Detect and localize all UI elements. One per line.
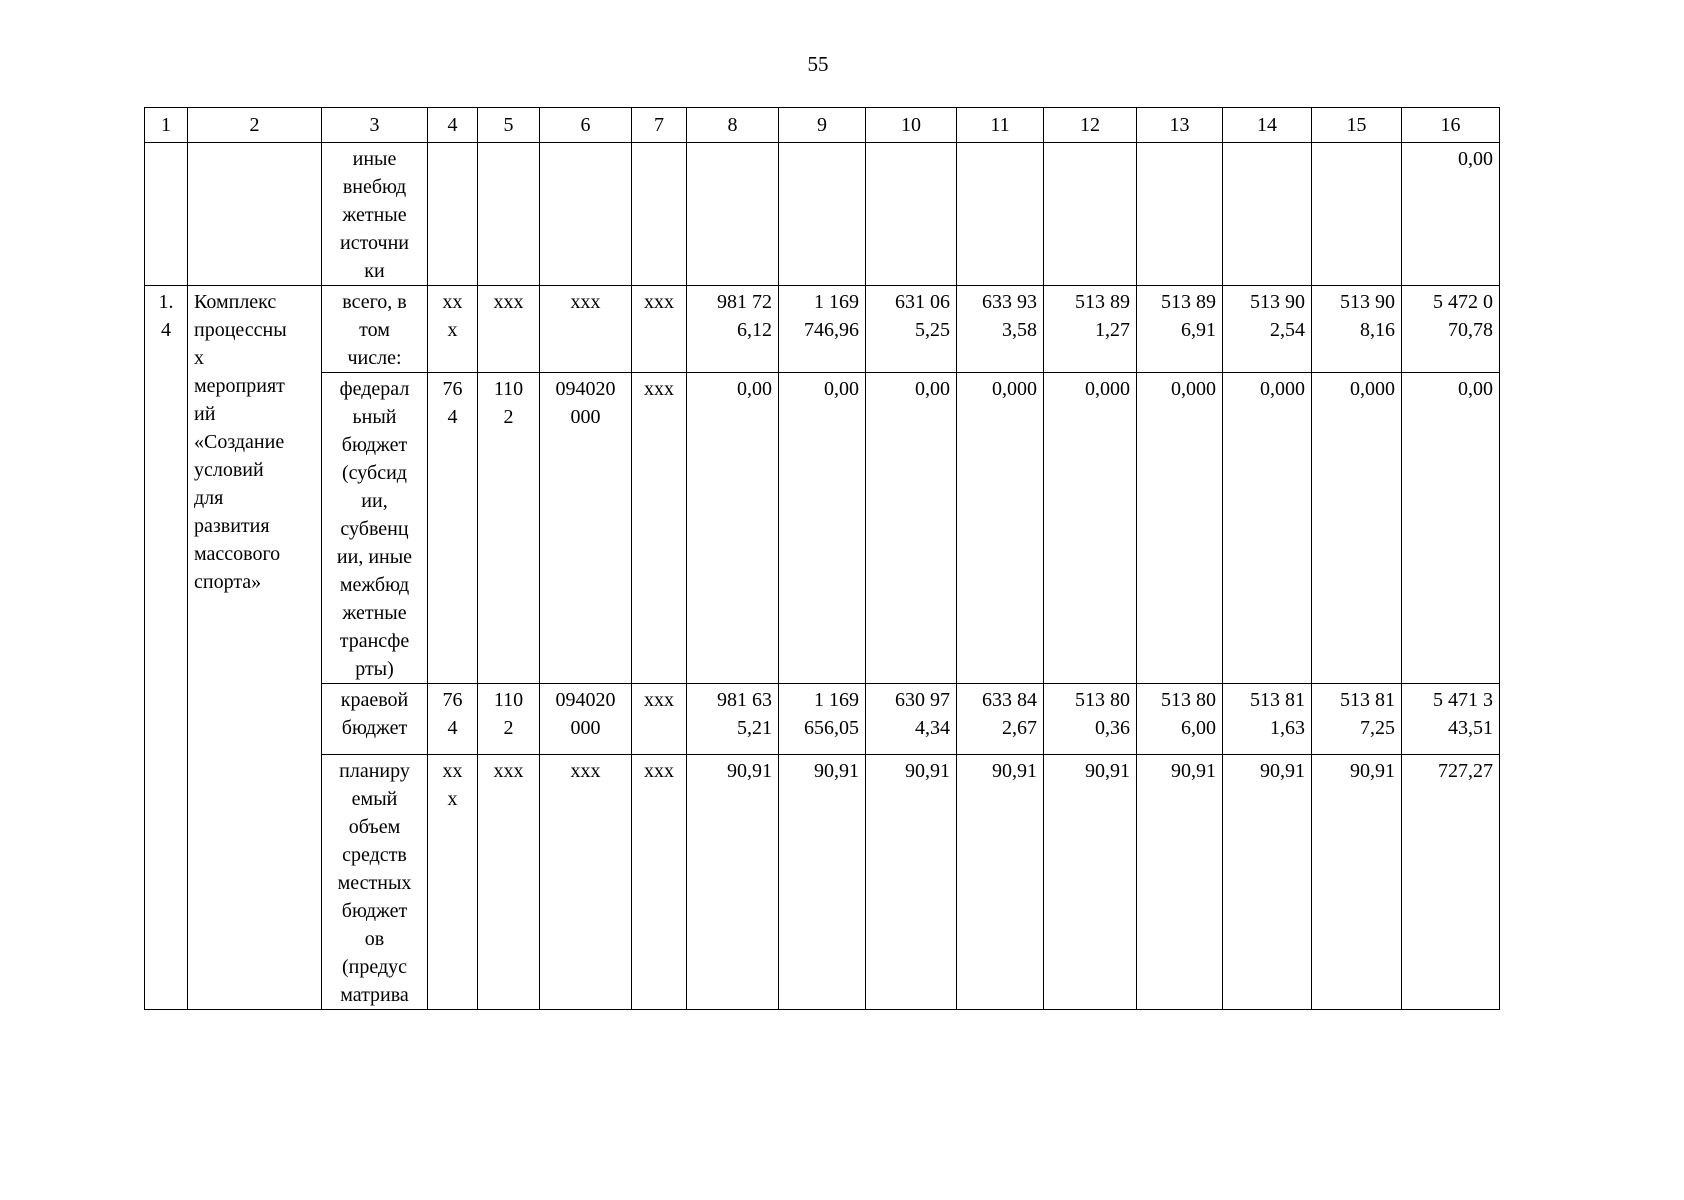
value-cell: 0,00 bbox=[779, 373, 866, 684]
code-cell: 094020 000 bbox=[540, 684, 632, 755]
column-number-header: 3 bbox=[322, 108, 428, 143]
column-number-header: 12 bbox=[1044, 108, 1137, 143]
value-cell: 513 90 2,54 bbox=[1223, 286, 1312, 373]
value-cell: 1 169 656,05 bbox=[779, 684, 866, 755]
table-cell bbox=[687, 143, 779, 286]
table-cell bbox=[866, 143, 957, 286]
value-cell: 90,91 bbox=[1044, 755, 1137, 1010]
table-row-other-sources bbox=[145, 143, 1500, 286]
value-cell: 0,000 bbox=[1223, 373, 1312, 684]
table-cell bbox=[428, 143, 478, 286]
value-cell: 90,91 bbox=[957, 755, 1044, 1010]
value-cell: 633 93 3,58 bbox=[957, 286, 1044, 373]
code-cell: ххх bbox=[540, 755, 632, 1010]
table-cell bbox=[1044, 143, 1137, 286]
total-value-cell: 5 472 0 70,78 bbox=[1402, 286, 1500, 373]
code-cell: 110 2 bbox=[478, 373, 540, 684]
code-cell: 110 2 bbox=[478, 684, 540, 755]
table-row-regional bbox=[145, 684, 1500, 755]
value-cell: 90,91 bbox=[866, 755, 957, 1010]
table-cell bbox=[1312, 143, 1402, 286]
column-number-header: 13 bbox=[1137, 108, 1223, 143]
table-cell bbox=[188, 143, 322, 286]
code-cell: ххх bbox=[540, 286, 632, 373]
code-cell: ххх bbox=[478, 286, 540, 373]
column-number-header: 5 bbox=[478, 108, 540, 143]
table-cell bbox=[1223, 143, 1312, 286]
budget-table bbox=[144, 107, 1500, 1010]
code-cell: ххх bbox=[632, 373, 687, 684]
total-value-cell: 0,00 bbox=[1402, 143, 1500, 286]
table-row-federal bbox=[145, 373, 1500, 684]
value-cell: 1 169 746,96 bbox=[779, 286, 866, 373]
funding-source-cell: краевой бюджет bbox=[322, 684, 428, 755]
funding-source-cell: иные внебюд жетные источни ки bbox=[322, 143, 428, 286]
column-number-header: 8 bbox=[687, 108, 779, 143]
value-cell: 90,91 bbox=[779, 755, 866, 1010]
value-cell: 0,000 bbox=[1044, 373, 1137, 684]
value-cell: 633 84 2,67 bbox=[957, 684, 1044, 755]
value-cell: 90,91 bbox=[1223, 755, 1312, 1010]
table-cell bbox=[540, 143, 632, 286]
table-cell bbox=[957, 143, 1044, 286]
item-number-cell: 1. 4 bbox=[145, 286, 188, 1010]
code-cell: хх х bbox=[428, 755, 478, 1010]
value-cell: 631 06 5,25 bbox=[866, 286, 957, 373]
value-cell: 513 90 8,16 bbox=[1312, 286, 1402, 373]
value-cell: 0,000 bbox=[957, 373, 1044, 684]
code-cell: 76 4 bbox=[428, 373, 478, 684]
table-row-local bbox=[145, 755, 1500, 1010]
column-number-header: 1 bbox=[145, 108, 188, 143]
value-cell: 0,00 bbox=[866, 373, 957, 684]
column-number-header: 11 bbox=[957, 108, 1044, 143]
code-cell: ххх bbox=[478, 755, 540, 1010]
value-cell: 90,91 bbox=[1312, 755, 1402, 1010]
column-number-header: 10 bbox=[866, 108, 957, 143]
value-cell: 90,91 bbox=[1137, 755, 1223, 1010]
value-cell: 513 89 1,27 bbox=[1044, 286, 1137, 373]
column-number-header-row bbox=[145, 108, 1500, 143]
value-cell: 513 81 1,63 bbox=[1223, 684, 1312, 755]
code-cell: 094020 000 bbox=[540, 373, 632, 684]
value-cell: 513 80 6,00 bbox=[1137, 684, 1223, 755]
value-cell: 0,00 bbox=[687, 373, 779, 684]
code-cell: хх х bbox=[428, 286, 478, 373]
column-number-header: 7 bbox=[632, 108, 687, 143]
column-number-header: 4 bbox=[428, 108, 478, 143]
code-cell: ххх bbox=[632, 286, 687, 373]
value-cell: 513 80 0,36 bbox=[1044, 684, 1137, 755]
value-cell: 513 89 6,91 bbox=[1137, 286, 1223, 373]
value-cell: 630 97 4,34 bbox=[866, 684, 957, 755]
table-cell bbox=[478, 143, 540, 286]
table-cell bbox=[1137, 143, 1223, 286]
funding-source-cell: планиру емый объем средств местных бюджет ов (предус матрива bbox=[322, 755, 428, 1010]
column-number-header: 15 bbox=[1312, 108, 1402, 143]
funding-source-cell: федерал ьный бюджет (субсид ии, субвенц ии, иные межбюд жетные трансфе рты) bbox=[322, 373, 428, 684]
value-cell: 90,91 bbox=[687, 755, 779, 1010]
code-cell: 76 4 bbox=[428, 684, 478, 755]
code-cell: ххх bbox=[632, 755, 687, 1010]
code-cell: ххх bbox=[632, 684, 687, 755]
column-number-header: 14 bbox=[1223, 108, 1312, 143]
funding-source-cell: всего, в том числе: bbox=[322, 286, 428, 373]
value-cell: 981 72 6,12 bbox=[687, 286, 779, 373]
total-value-cell: 5 471 3 43,51 bbox=[1402, 684, 1500, 755]
column-number-header: 6 bbox=[540, 108, 632, 143]
table-row-total bbox=[145, 286, 1500, 373]
total-value-cell: 727,27 bbox=[1402, 755, 1500, 1010]
table-cell bbox=[632, 143, 687, 286]
page-number: 55 bbox=[807, 52, 829, 76]
item-name-cell: Комплекс процессны х мероприят ий «Создание условий для развития массового спорта» bbox=[188, 286, 322, 1010]
column-number-header: 2 bbox=[188, 108, 322, 143]
column-number-header: 16 bbox=[1402, 108, 1500, 143]
value-cell: 0,000 bbox=[1312, 373, 1402, 684]
value-cell: 0,000 bbox=[1137, 373, 1223, 684]
table-cell bbox=[145, 143, 188, 286]
value-cell: 981 63 5,21 bbox=[687, 684, 779, 755]
table-cell bbox=[779, 143, 866, 286]
value-cell: 513 81 7,25 bbox=[1312, 684, 1402, 755]
total-value-cell: 0,00 bbox=[1402, 373, 1500, 684]
column-number-header: 9 bbox=[779, 108, 866, 143]
